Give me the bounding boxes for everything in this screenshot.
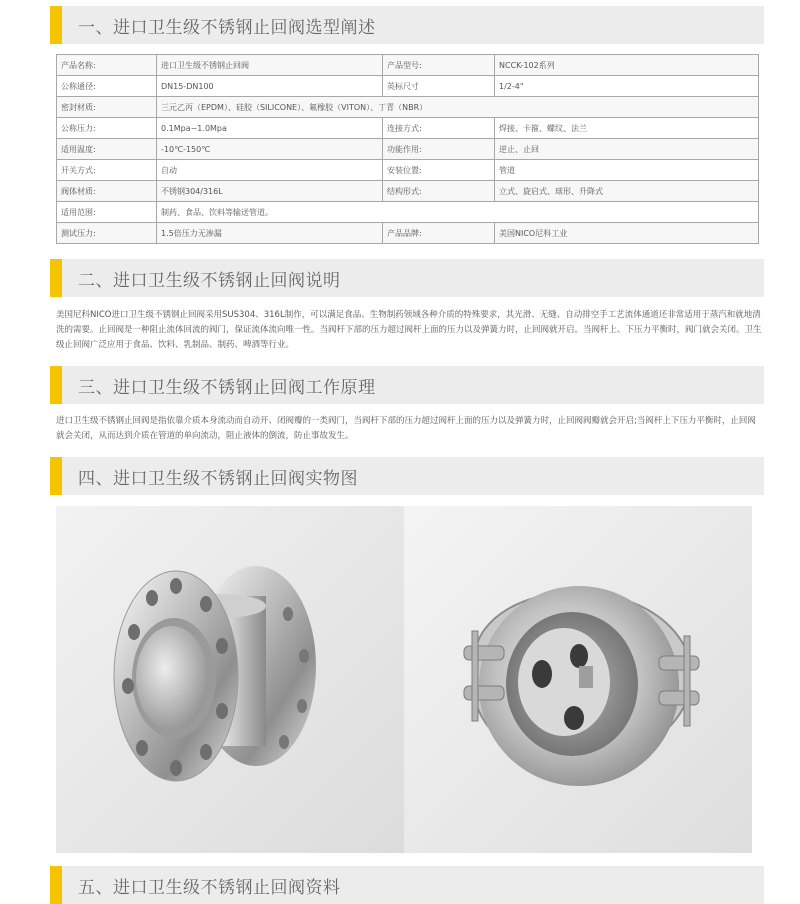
spec-value: 不锈钢304/316L [157, 181, 383, 202]
spec-value: 制药、食品、饮料等输送管道。 [157, 202, 759, 223]
table-row [57, 118, 759, 139]
table-row [57, 76, 759, 97]
spec-value: 管道 [495, 160, 759, 181]
section-header-description [50, 259, 764, 297]
spec-label: 适用温度: [57, 139, 157, 160]
table-row [57, 97, 759, 118]
spec-value: 0.1Mpa~1.0Mpa [157, 118, 383, 139]
clamp-check-valve-photo [404, 506, 752, 853]
spec-label: 阀体材质: [57, 181, 157, 202]
section-header-resources [50, 866, 764, 904]
spec-label: 连接方式: [383, 118, 495, 139]
spec-label: 功能作用: [383, 139, 495, 160]
table-row [57, 202, 759, 223]
spec-value: 逆止、止回 [495, 139, 759, 160]
spec-table [56, 54, 759, 244]
section-accent-bar [50, 366, 62, 404]
section-title: 五、进口卫生级不锈钢止回阀资料 [78, 877, 341, 898]
spec-value: 美国NICO尼科工业 [495, 223, 759, 244]
spec-label: 密封材质: [57, 97, 157, 118]
spec-label: 结构形式: [383, 181, 495, 202]
spec-label: 测试压力: [57, 223, 157, 244]
section-accent-bar [50, 457, 62, 495]
spec-label: 产品名称: [57, 55, 157, 76]
table-row [57, 139, 759, 160]
section-header-selection [50, 6, 764, 44]
table-row [57, 181, 759, 202]
table-row [57, 160, 759, 181]
spec-value: 立式、旋启式、球形、升降式 [495, 181, 759, 202]
section-title: 四、进口卫生级不锈钢止回阀实物图 [78, 468, 358, 489]
spec-value: NCCK-102系列 [495, 55, 759, 76]
spec-value: 1/2-4" [495, 76, 759, 97]
section-accent-bar [50, 259, 62, 297]
spec-value: -10℃-150℃ [157, 139, 383, 160]
section-accent-bar [50, 866, 62, 904]
section-accent-bar [50, 6, 62, 44]
spec-label: 开关方式: [57, 160, 157, 181]
table-row [57, 55, 759, 76]
description-paragraph: 美国尼科NICO进口卫生级不锈钢止回阀采用SUS304、316L制作，可以满足食品、生物制药领域各种介质的特殊要求，其光滑、无缝、自动排空手工艺流体通道还非常适用于蒸汽和就地清洗的需要。止回阀是一种阻止流体回流的阀门，保证流体流向唯一性。当阀杆下部的压力超过阀杆上面的压力以及弹簧力时，止回阀就开启。当阀杆上、下压力平衡时，阀门就会关闭。卫生级止回阀广泛应用于食品、饮料、乳制品、制药、啤酒等行业。 [56, 310, 762, 350]
section-header-working-principle [50, 366, 764, 404]
spec-value: DN15-DN100 [157, 76, 383, 97]
spec-value: 1.5倍压力无渗漏 [157, 223, 383, 244]
table-row [57, 223, 759, 244]
spec-value: 自动 [157, 160, 383, 181]
spec-label: 公称压力: [57, 118, 157, 139]
spec-value: 进口卫生级不锈钢止回阀 [157, 55, 383, 76]
section-title: 一、进口卫生级不锈钢止回阀选型阐述 [78, 17, 376, 38]
section-title: 二、进口卫生级不锈钢止回阀说明 [78, 270, 341, 291]
spec-value: 焊接、卡箍、螺纹、法兰 [495, 118, 759, 139]
spec-label: 产品品牌: [383, 223, 495, 244]
spec-label: 英标尺寸 [383, 76, 495, 97]
flanged-check-valve-photo [56, 506, 404, 853]
working-principle-paragraph: 进口卫生级不锈钢止回阀是指依靠介质本身流动而自动开、闭阀瓣的一类阀门，当阀杆下部的压力超过阀杆上面的压力以及弹簧力时，止回阀阀瓣就会开启;当阀杆上下压力平衡时，止回阀就会关闭，从而达到介质在管道的单向流动，阻止液体的倒流，防止事故发生。 [56, 416, 756, 441]
spec-label: 安装位置: [383, 160, 495, 181]
spec-label: 产品型号: [383, 55, 495, 76]
spec-value: 三元乙丙（EPDM）、硅胶（SILICONE）、氟橡胶（VITON）、丁青（NBR） [157, 97, 759, 118]
section-header-photos [50, 457, 764, 495]
spec-label: 适用范围: [57, 202, 157, 223]
spec-label: 公称通径: [57, 76, 157, 97]
section-title: 三、进口卫生级不锈钢止回阀工作原理 [78, 377, 376, 398]
